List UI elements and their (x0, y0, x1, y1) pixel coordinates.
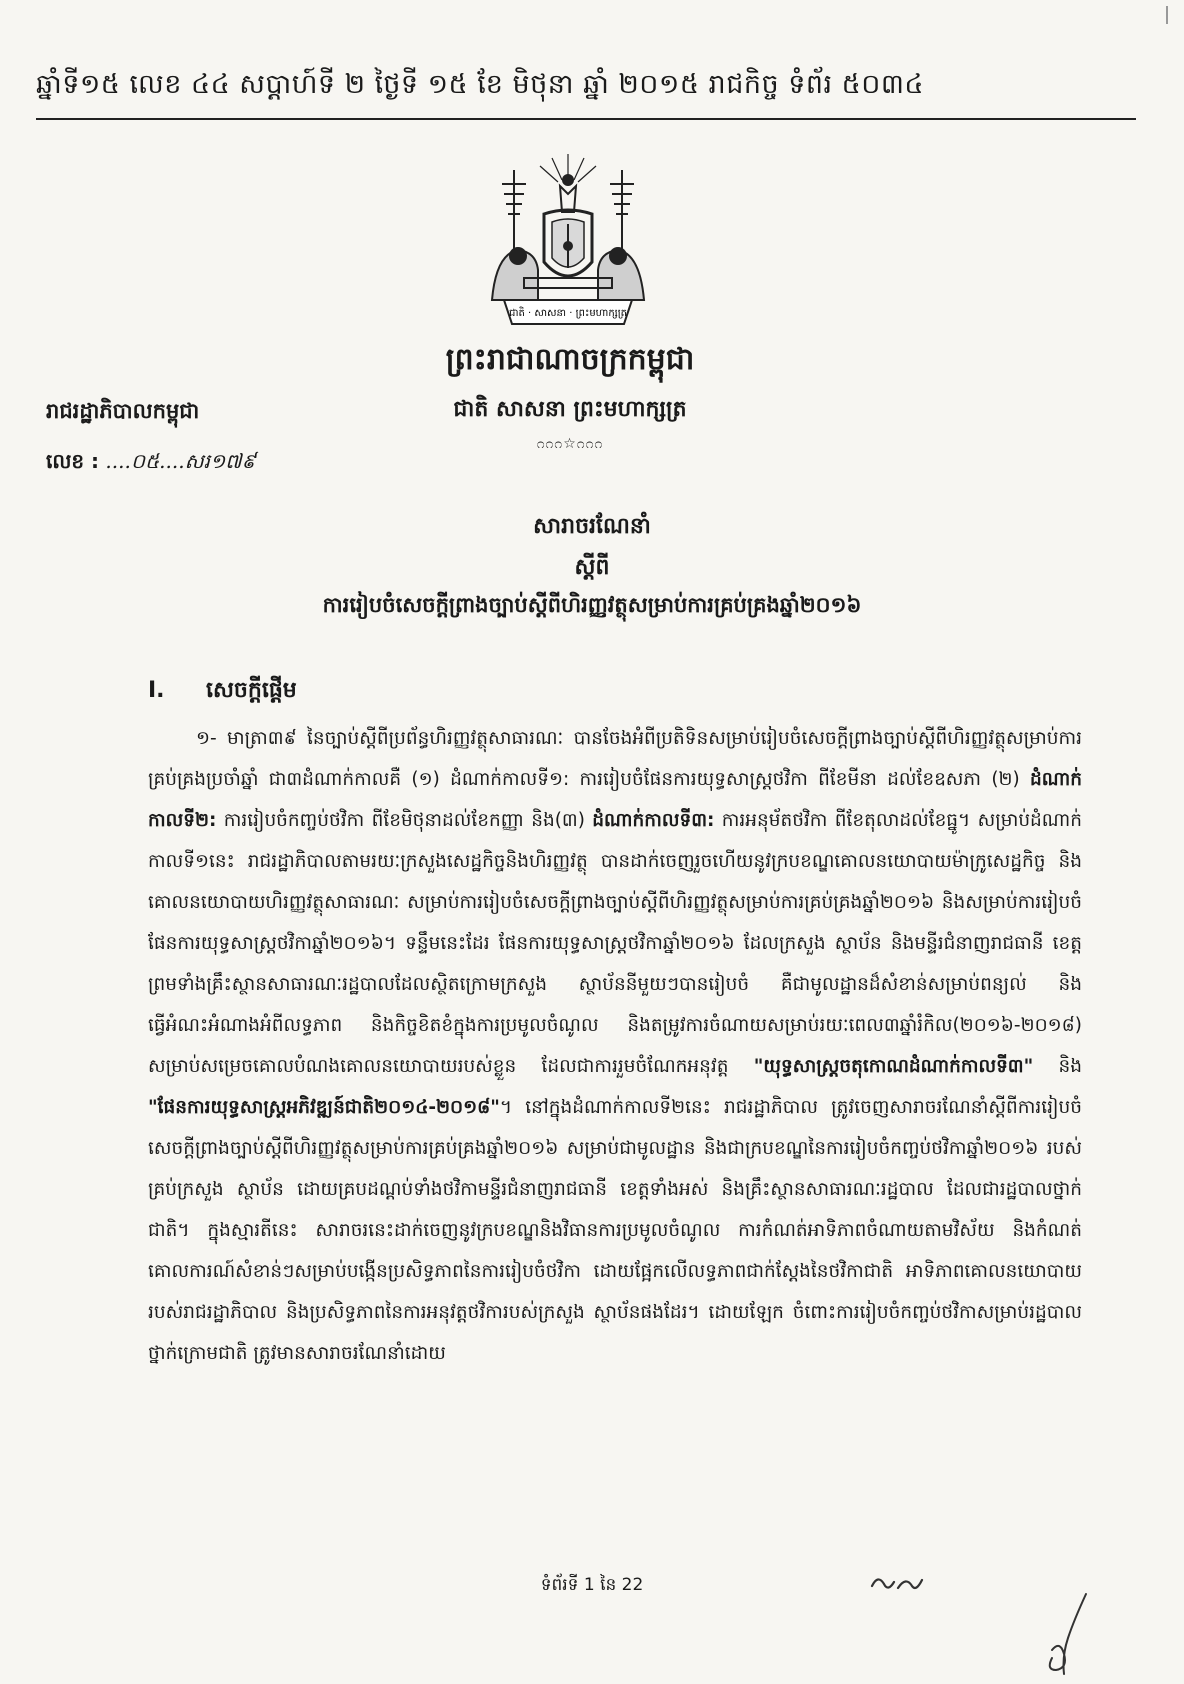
kingdom-title: ព្រះរាជាណាចក្រកម្ពុជា (445, 342, 695, 377)
document-type-heading: សារាចរណែនាំ (533, 514, 651, 539)
header-rule (36, 118, 1136, 120)
section-title: សេចក្តីផ្តើម (206, 678, 297, 703)
ornament-divider: ೧೧೧☆೧೧೧ (536, 436, 604, 452)
handwritten-signature (1034, 1590, 1094, 1680)
body-part-4: និង (1033, 1056, 1082, 1077)
rectangular-strategy-title: "យុទ្ធសាស្ត្រចតុកោណដំណាក់កាលទី៣" (753, 1056, 1034, 1077)
issuing-authority: រាជរដ្ឋាភិបាលកម្ពុជា (46, 399, 200, 423)
reference-number-line (46, 448, 346, 478)
scan-corner-mark (1166, 6, 1174, 24)
body-paragraph (148, 718, 1082, 1538)
body-part-1: ១- មាត្រា៣៩ នៃច្បាប់ស្តីពីប្រព័ន្ធហិរញ្ញវត្ថុសាធារណៈ បានចែងអំពីប្រតិទិនសម្រាប់រៀបចំសេចក្តីព្រាងច្បាប់ស្តីពីហិរញ្ញវត្ថុសម្រាប់ការគ្រប់គ្រងប្រចាំឆ្នាំ ជា៣ដំណាក់កាលគឺ (១) ដំណាក់កាលទី១: ការរៀបចំផែនការយុទ្ធសាស្ត្រថវិកា ពីខែមីនា ដល់ខែឧសភា (២) (148, 728, 1082, 790)
section-number: I. (148, 678, 165, 703)
phase-2-label: ដំណាក់កាលទី២: (148, 769, 1082, 831)
svg-text:ជាតិ · សាសនា · ព្រះមហាក្សត្រ: ជាតិ · សាសនា · ព្រះមហាក្សត្រ (508, 308, 628, 319)
body-part-5: ។ នៅក្នុងដំណាក់កាលទី២នេះ រាជរដ្ឋាភិបាល ត្រូវចេញសារាចរណែនាំស្តីពីការរៀបចំសេចក្តីព្រាងច្បាប់ស្តីពីហិរញ្ញវត្ថុសម្រាប់ការគ្រប់គ្រងឆ្នាំ២០១៦ សម្រាប់ជាមូលដ្ឋាន និងជាក្របខណ្ឌនៃការរៀបចំកញ្ចប់ថវិកាឆ្នាំ២០១៦ របស់គ្រប់ក្រសួង ស្ថាប័ន ដោយគ្របដណ្តប់ទាំងថវិកាមន្ទីរជំនាញរាជធានី ខេត្តទាំងអស់ និងគ្រឹះស្ថានសាធារណៈរដ្ឋបាល ដែលជារដ្ឋបាលថ្នាក់ជាតិ។ ក្នុងស្មារតីនេះ សារាចរនេះដាក់ចេញនូវក្របខណ្ឌនិងវិធានការប្រមូលចំណូល ការកំណត់អាទិភាពចំណាយតាមវិស័យ និងកំណត់គោលការណ៍សំខាន់ៗសម្រាប់បង្កើនប្រសិទ្ធភាពនៃការរៀបចំថវិកា ដោយផ្អែកលើលទ្ធភាពជាក់ស្តែងនៃថវិកាជាតិ អាទិភាពគោលនយោបាយរបស់រាជរដ្ឋាភិបាល និងប្រសិទ្ធភាពនៃការអនុវត្តថវិការបស់ក្រសួង ស្ថាប័នផងដែរ។ ដោយឡែក ចំពោះការរៀបចំកញ្ចប់ថវិកាសម្រាប់រដ្ឋបាលថ្នាក់ក្រោមជាតិ ត្រូវមានសារាចរណែនាំដោយ (148, 1097, 1082, 1364)
about-heading: ស្តីពី (574, 555, 610, 580)
body-part-3: ការអនុម័តថវិកា ពីខែតុលាដល់ខែធ្នូ។ សម្រាប់ដំណាក់កាលទី១នេះ រាជរដ្ឋាភិបាលតាមរយៈក្រសួងសេដ្ឋកិច្ចនិងហិរញ្ញវត្ថុ បានដាក់ចេញរួចហើយនូវក្របខណ្ឌគោលនយោបាយម៉ាក្រូសេដ្ឋកិច្ច និង គោលនយោបាយហិរញ្ញវត្ថុសាធារណៈ សម្រាប់ការរៀបចំសេចក្តីព្រាងច្បាប់ស្តីពីហិរញ្ញវត្ថុសម្រាប់ការគ្រប់គ្រងឆ្នាំ២០១៦ និងសម្រាប់ការរៀបចំផែនការយុទ្ធសាស្ត្រថវិកាឆ្នាំ២០១៦។ ទន្ទឹមនេះដែរ ផែនការយុទ្ធសាស្ត្រថវិកាឆ្នាំ២០១៦ ដែលក្រសួង ស្ថាប័ន និងមន្ទីរជំនាញរាជធានី ខេត្ត ព្រមទាំងគ្រឹះស្ថានសាធារណៈរដ្ឋបាលដែលស្ថិតក្រោមក្រសួង ស្ថាប័ននីមួយៗបានរៀបចំ គឺជាមូលដ្ឋានដ៏សំខាន់សម្រាប់ពន្យល់ និងធ្វើអំណះអំណាងអំពីលទ្ធភាព និងកិច្ចខិតខំក្នុងការប្រមូលចំណូល និងតម្រូវការចំណាយសម្រាប់រយៈពេល៣ឆ្នាំរំកិល(២០១៦-២០១៨) សម្រាប់សម្រេចគោលបំណងគោលនយោបាយរបស់ខ្លួន ដែលជាការរួមចំណែកអនុវត្ត (148, 810, 1082, 1077)
document-subject: ការរៀបចំសេចក្តីព្រាងច្បាប់ស្តីពីហិរញ្ញវត្ថុសម្រាប់ការគ្រប់គ្រងឆ្នាំ២០១៦ (322, 593, 862, 617)
section-heading (148, 676, 548, 708)
gazette-header: ឆ្នាំទី១៥ លេខ ៤៤ សប្តាហ៍ទី ២ ថ្ងៃទី ១៥ ខែ មិថុនា ឆ្នាំ ២០១៥ រាជកិច្ច ទំព័រ ៥០៣៤ (36, 69, 925, 100)
phase-3-label: ដំណាក់កាលទី៣: (592, 810, 715, 831)
ndp-title: "ផែនការយុទ្ធសាស្ត្រអភិវឌ្ឍន៍ជាតិ២០១៤-២០១៨" (148, 1097, 500, 1118)
national-motto: ជាតិ សាសនា ព្រះមហាក្សត្រ (453, 397, 687, 422)
royal-coat-of-arms-icon (488, 150, 648, 330)
reference-label: លេខ : (46, 449, 100, 473)
handwritten-initials (868, 1568, 928, 1598)
body-part-2: ការរៀបចំកញ្ចប់ថវិកា ពីខែមិថុនាដល់ខែកញ្ញា និង(៣) (216, 810, 593, 831)
page-number: ទំព័រទី 1 នៃ 22 (540, 1575, 644, 1595)
reference-number: ....០៥....សរ១៧៩ (105, 449, 256, 473)
